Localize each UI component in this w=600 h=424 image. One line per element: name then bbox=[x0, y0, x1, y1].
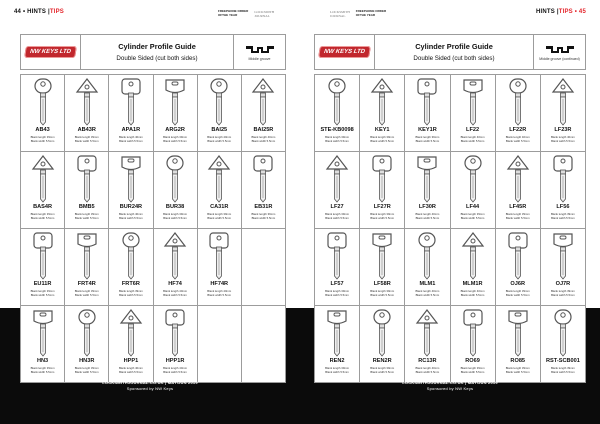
key-dimensions: Blank length 39mm Blank width 5.5mm bbox=[30, 212, 55, 220]
key-cell bbox=[65, 152, 108, 228]
key-cell bbox=[405, 152, 449, 228]
key-code: RST-SCB001 bbox=[545, 358, 580, 364]
key-cell bbox=[451, 229, 495, 305]
key-cell bbox=[21, 152, 64, 228]
key-code: LF22 bbox=[466, 127, 480, 133]
page-label: 44 • HINTS bbox=[14, 9, 47, 15]
masthead-tag: FREEPHONE ORDER OFTHE YEAR bbox=[218, 9, 249, 17]
key-cell bbox=[360, 306, 404, 382]
key-dimensions: Blank length 39mm Blank width 5.5mm bbox=[325, 366, 350, 374]
key-code: BMB5 bbox=[78, 204, 95, 210]
key-blank-image bbox=[74, 78, 100, 126]
header-masthead bbox=[218, 10, 274, 18]
key-dimensions: Blank length 39mm Blank width 5.5mm bbox=[505, 366, 530, 374]
key-cell bbox=[496, 75, 540, 151]
key-cell bbox=[242, 152, 285, 228]
key-code: AB43 bbox=[35, 127, 50, 133]
guide-title: Cylinder Profile Guide bbox=[415, 42, 493, 51]
profile-box bbox=[533, 35, 585, 69]
key-cell bbox=[198, 229, 241, 305]
key-dimensions: Blank length 40mm Blank width 5.5mm bbox=[550, 135, 575, 143]
key-code: RO85 bbox=[510, 358, 526, 364]
key-code: LF30R bbox=[418, 204, 436, 210]
empty-cell bbox=[242, 306, 285, 382]
key-blank-image bbox=[162, 78, 188, 126]
key-code: STE-KB0098 bbox=[320, 127, 354, 133]
key-code: BAI25R bbox=[253, 127, 274, 133]
key-code: HF74R bbox=[210, 281, 229, 287]
key-blank-image bbox=[206, 155, 232, 203]
key-dimensions: Blank length 39mm Blank width 5.5mm bbox=[505, 212, 530, 220]
key-cell bbox=[315, 229, 359, 305]
key-cell bbox=[109, 306, 152, 382]
key-cell bbox=[154, 75, 197, 151]
key-dimensions: Blank length 39mm Blank width 5.5mm bbox=[370, 135, 395, 143]
guide-title-block bbox=[81, 35, 233, 69]
key-blank-image bbox=[324, 78, 350, 126]
key-dimensions: Blank length 40mm Blank width 5.5mm bbox=[460, 289, 485, 297]
key-blank-image bbox=[414, 155, 440, 203]
page-number-right: HINTS |TIPS • 45 bbox=[536, 9, 586, 15]
key-dimensions: Blank length 39mm Blank width 5.5mm bbox=[370, 366, 395, 374]
footer-url: LOCKSMITHJOURNAL.CO.UK | MAY/JUN 2019 bbox=[102, 380, 198, 385]
key-blank-image bbox=[505, 155, 531, 203]
key-blank-image bbox=[118, 155, 144, 203]
key-grid-right bbox=[314, 74, 586, 383]
key-blank-image bbox=[550, 78, 576, 126]
key-cell bbox=[65, 75, 108, 151]
key-code: OJ6R bbox=[510, 281, 526, 287]
guide-title-block bbox=[375, 35, 533, 69]
key-code: HN3 bbox=[36, 358, 49, 364]
key-cell bbox=[360, 152, 404, 228]
key-blank-image bbox=[206, 78, 232, 126]
masthead-tag: FREEPHONE ORDER OFTHE YEAR bbox=[355, 9, 387, 17]
key-cell bbox=[21, 229, 64, 305]
key-blank-image bbox=[250, 78, 276, 126]
key-blank-image bbox=[505, 78, 531, 126]
key-cell bbox=[405, 75, 449, 151]
key-dimensions: Blank length 39mm Blank width 5.5mm bbox=[325, 212, 350, 220]
key-cell bbox=[541, 75, 585, 151]
key-cell bbox=[496, 306, 540, 382]
key-cell bbox=[154, 306, 197, 382]
key-dimensions: Blank length 40mm Blank width 5.5mm bbox=[251, 135, 276, 143]
key-dimensions: Blank length 39mm Blank width 5.5mm bbox=[550, 366, 575, 374]
key-dimensions: Blank length 39mm Blank width 5.5mm bbox=[207, 212, 232, 220]
key-cell bbox=[541, 152, 585, 228]
key-dimensions: Blank length 39mm Blank width 5.5mm bbox=[550, 212, 575, 220]
key-dimensions: Blank length 39mm Blank width 5.5mm bbox=[118, 289, 143, 297]
key-blank-image bbox=[369, 309, 395, 357]
key-code: FRT6R bbox=[121, 281, 140, 287]
footer-right bbox=[300, 380, 600, 392]
key-blank-image bbox=[30, 78, 56, 126]
key-dimensions: Blank length 39mm Blank width 5.5mm bbox=[550, 289, 575, 297]
key-dimensions: Blank length 39mm Blank width 5.5mm bbox=[30, 135, 55, 143]
key-dimensions: Blank length 40mm Blank width 5.5mm bbox=[118, 135, 143, 143]
brand-badge: NW KEYS LTD bbox=[318, 46, 371, 58]
brand-logo bbox=[21, 35, 81, 69]
key-code: KEY1 bbox=[374, 127, 390, 133]
key-blank-image bbox=[162, 232, 188, 280]
key-blank-image bbox=[505, 309, 531, 357]
page-number-left: 44 • HINTS |TIPS bbox=[14, 9, 64, 15]
key-blank-image bbox=[369, 155, 395, 203]
profile-icon bbox=[245, 44, 275, 54]
key-cell bbox=[21, 75, 64, 151]
key-code: LF57 bbox=[330, 281, 344, 287]
key-blank-image bbox=[162, 155, 188, 203]
key-code: AB43R bbox=[77, 127, 96, 133]
key-cell bbox=[198, 75, 241, 151]
key-dimensions: Blank length 39mm Blank width 5.5mm bbox=[74, 135, 99, 143]
key-code: LF23R bbox=[554, 127, 572, 133]
key-code: EU11R bbox=[33, 281, 52, 287]
key-code: BAI25 bbox=[211, 127, 228, 133]
key-code: HPP1 bbox=[123, 358, 139, 364]
key-code: HPP1R bbox=[165, 358, 185, 364]
brand-badge: NW KEYS LTD bbox=[24, 46, 77, 58]
guide-header bbox=[20, 34, 286, 70]
key-blank-image bbox=[505, 232, 531, 280]
key-blank-image bbox=[460, 309, 486, 357]
key-dimensions: Blank length 39mm Blank width 5.5mm bbox=[30, 289, 55, 297]
key-blank-image bbox=[30, 232, 56, 280]
right-page bbox=[300, 0, 600, 424]
key-dimensions: Blank length 39mm Blank width 5.5mm bbox=[74, 212, 99, 220]
key-blank-image bbox=[118, 78, 144, 126]
key-blank-image bbox=[460, 232, 486, 280]
key-dimensions: Blank length 40mm Blank width 5.5mm bbox=[415, 212, 440, 220]
guide-subtitle: Double Sided (cut both sides) bbox=[413, 55, 495, 62]
key-cell bbox=[315, 75, 359, 151]
key-blank-image bbox=[250, 155, 276, 203]
key-dimensions: Blank length 39mm Blank width 5.5mm bbox=[251, 212, 276, 220]
key-blank-image bbox=[414, 78, 440, 126]
key-dimensions: Blank length 39mm Blank width 5.5mm bbox=[370, 289, 395, 297]
key-code: LF44 bbox=[466, 204, 480, 210]
key-code: LF58R bbox=[373, 281, 391, 287]
guide-header bbox=[314, 34, 586, 70]
key-dimensions: Blank length 39mm Blank width 5.5mm bbox=[74, 366, 99, 374]
key-code: LF27R bbox=[373, 204, 391, 210]
key-cell bbox=[21, 306, 64, 382]
key-dimensions: Blank length 39mm Blank width 5.5mm bbox=[74, 289, 99, 297]
key-dimensions: Blank length 40mm Blank width 5.5mm bbox=[163, 289, 188, 297]
profile-box bbox=[233, 35, 285, 69]
profile-icon bbox=[545, 44, 575, 54]
key-dimensions: Blank length 39mm Blank width 5.5mm bbox=[460, 212, 485, 220]
key-dimensions: Blank length 40mm Blank width 5.5mm bbox=[505, 135, 530, 143]
key-cell bbox=[154, 229, 197, 305]
key-blank-image bbox=[550, 232, 576, 280]
key-code: CA31R bbox=[210, 204, 229, 210]
key-blank-image bbox=[118, 309, 144, 357]
key-cell bbox=[242, 75, 285, 151]
key-code: FRT4R bbox=[77, 281, 96, 287]
key-cell bbox=[405, 306, 449, 382]
page-label-accent: TIPS • 45 bbox=[558, 9, 586, 15]
key-cell bbox=[405, 229, 449, 305]
key-dimensions: Blank length 39mm Blank width 5.5mm bbox=[370, 212, 395, 220]
key-blank-image bbox=[118, 232, 144, 280]
key-code: BUR24R bbox=[119, 204, 143, 210]
key-grid-left bbox=[20, 74, 286, 383]
key-cell bbox=[451, 152, 495, 228]
key-code: BUR38 bbox=[165, 204, 185, 210]
key-code: HF74 bbox=[168, 281, 182, 287]
key-code: RO69 bbox=[465, 358, 480, 364]
key-blank-image bbox=[414, 232, 440, 280]
key-code: APA1R bbox=[121, 127, 141, 133]
footer-sponsor: Sponsored by NW Keys bbox=[126, 386, 174, 391]
key-dimensions: Blank length 40mm Blank width 5.5mm bbox=[460, 135, 485, 143]
key-cell bbox=[451, 306, 495, 382]
key-blank-image bbox=[74, 155, 100, 203]
key-cell bbox=[315, 306, 359, 382]
key-dimensions: Blank length 40mm Blank width 5.5mm bbox=[163, 366, 188, 374]
key-cell bbox=[541, 229, 585, 305]
key-code: ARG2R bbox=[165, 127, 185, 133]
key-dimensions: Blank length 39mm Blank width 5.5mm bbox=[460, 366, 485, 374]
footer-left bbox=[0, 380, 300, 392]
key-blank-image bbox=[30, 155, 56, 203]
key-dimensions: Blank length 40mm Blank width 5.5mm bbox=[207, 289, 232, 297]
empty-cell bbox=[198, 306, 241, 382]
key-blank-image bbox=[324, 309, 350, 357]
key-blank-image bbox=[460, 78, 486, 126]
key-dimensions: Blank length 40mm Blank width 5.5mm bbox=[415, 366, 440, 374]
page-label: HINTS bbox=[536, 9, 555, 15]
key-blank-image bbox=[162, 309, 188, 357]
footer-url: LOCKSMITHJOURNAL.CO.UK | MAY/JUN 2019 bbox=[402, 380, 498, 385]
key-blank-image bbox=[324, 155, 350, 203]
key-dimensions: Blank length 40mm Blank width 5.5mm bbox=[118, 212, 143, 220]
key-dimensions: Blank length 39mm Blank width 5.5mm bbox=[163, 212, 188, 220]
key-cell bbox=[541, 306, 585, 382]
key-dimensions: Blank length 39mm Blank width 5.5mm bbox=[163, 135, 188, 143]
key-cell bbox=[109, 229, 152, 305]
key-code: MLM1R bbox=[462, 281, 483, 287]
key-dimensions: Blank length 39mm Blank width 5.5mm bbox=[325, 289, 350, 297]
key-code: HN3R bbox=[79, 358, 95, 364]
key-dimensions: Blank length 39mm Blank width 5.5mm bbox=[505, 289, 530, 297]
key-cell bbox=[65, 306, 108, 382]
key-cell bbox=[496, 229, 540, 305]
key-dimensions: Blank length 39mm Blank width 5.5mm bbox=[325, 135, 350, 143]
key-blank-image bbox=[369, 232, 395, 280]
key-code: REN2R bbox=[372, 358, 392, 364]
key-code: RC13R bbox=[418, 358, 437, 364]
key-blank-image bbox=[369, 78, 395, 126]
profile-caption: Middle groove (continued) bbox=[539, 56, 580, 61]
key-blank-image bbox=[30, 309, 56, 357]
key-cell bbox=[109, 75, 152, 151]
key-code: LF45R bbox=[509, 204, 527, 210]
key-cell bbox=[198, 152, 241, 228]
key-dimensions: Blank length 40mm Blank width 5.5mm bbox=[207, 135, 232, 143]
guide-title: Cylinder Profile Guide bbox=[118, 42, 196, 51]
key-cell bbox=[360, 229, 404, 305]
key-blank-image bbox=[74, 309, 100, 357]
key-code: KEY1R bbox=[418, 127, 437, 133]
journal-logo: LOCKSMITH JOURNAL bbox=[330, 10, 350, 18]
journal-logo: LOCKSMITH JOURNAL bbox=[254, 10, 275, 18]
key-code: LF22R bbox=[509, 127, 527, 133]
key-blank-image bbox=[460, 155, 486, 203]
key-dimensions: Blank length 40mm Blank width 5.5mm bbox=[118, 366, 143, 374]
key-code: MLM1 bbox=[419, 281, 436, 287]
key-cell bbox=[154, 152, 197, 228]
key-blank-image bbox=[74, 232, 100, 280]
key-dimensions: Blank length 40mm Blank width 5.5mm bbox=[415, 289, 440, 297]
page-label-accent: TIPS bbox=[49, 9, 64, 15]
key-code: LF56 bbox=[556, 204, 570, 210]
key-cell bbox=[109, 152, 152, 228]
brand-logo bbox=[315, 35, 375, 69]
profile-caption: Middle groove bbox=[248, 56, 271, 61]
key-blank-image bbox=[414, 309, 440, 357]
key-code: BAS4R bbox=[33, 204, 53, 210]
key-dimensions: Blank length 39mm Blank width 5.5mm bbox=[415, 135, 440, 143]
footer-sponsor: Sponsored by NW Keys bbox=[426, 386, 474, 391]
key-blank-image bbox=[324, 232, 350, 280]
key-blank-image bbox=[206, 232, 232, 280]
key-blank-image bbox=[550, 155, 576, 203]
key-code: REN2 bbox=[329, 358, 345, 364]
key-cell bbox=[65, 229, 108, 305]
key-cell bbox=[360, 75, 404, 151]
key-dimensions: Blank length 39mm Blank width 5.5mm bbox=[30, 366, 55, 374]
guide-subtitle: Double Sided (cut both sides) bbox=[116, 55, 198, 62]
key-code: OJ7R bbox=[555, 281, 571, 287]
header-masthead bbox=[330, 10, 386, 18]
key-code: EB31R bbox=[254, 204, 273, 210]
key-cell bbox=[451, 75, 495, 151]
key-blank-image bbox=[550, 309, 576, 357]
key-cell bbox=[496, 152, 540, 228]
key-code: LF27 bbox=[330, 204, 344, 210]
empty-cell bbox=[242, 229, 285, 305]
key-cell bbox=[315, 152, 359, 228]
